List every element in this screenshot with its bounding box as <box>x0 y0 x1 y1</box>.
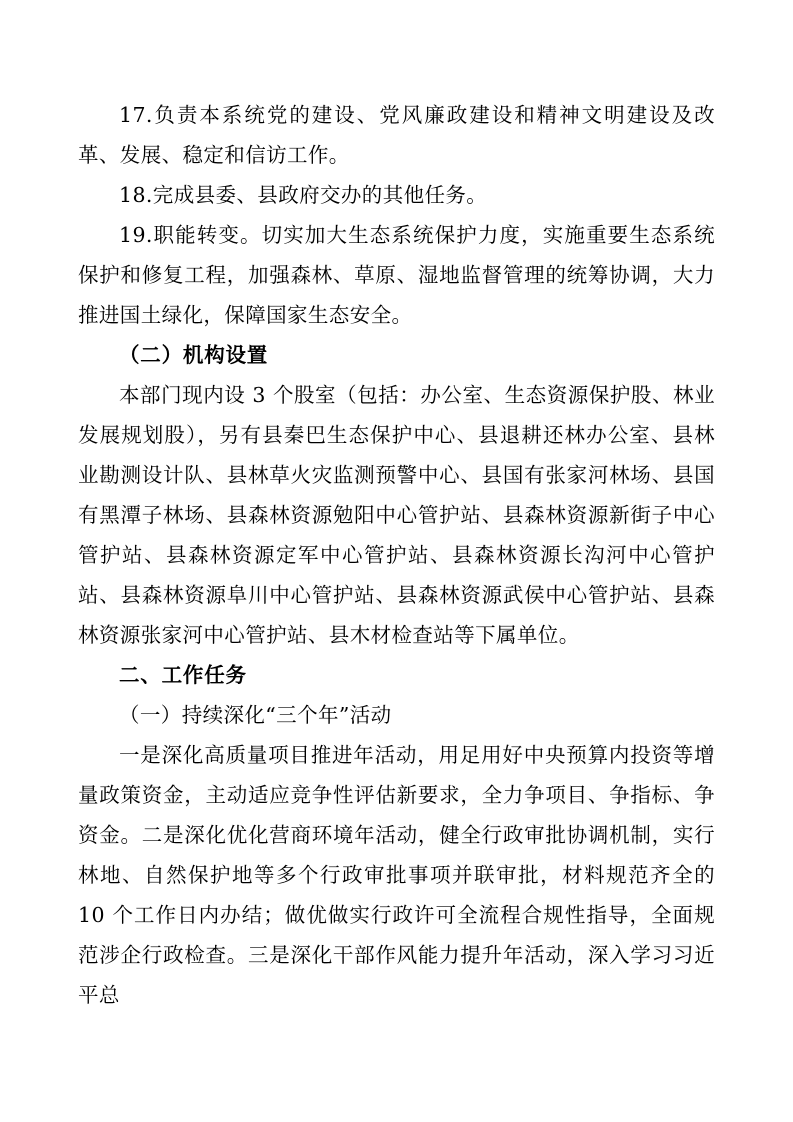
heading-work-tasks: 二、工作任务 <box>119 663 247 687</box>
subheading-three-year-campaign: （一）持续深化“三个年”活动 <box>119 703 392 727</box>
heading-organizational-structure: （二）机构设置 <box>119 343 269 367</box>
paragraph-organizational-structure: 本部门现内设 3 个股室（包括：办公室、生态资源保护股、林业发展规划股），另有县秦巴生态保护中心、县退耕还林办公室、县林业勘测设计队、县林草火灾监测预警中心、县国有张家河林场、县国有黑潭子林场、县森林资源勉阳中心管护站、县森林资源新街子中心管护站、县森林资源定军中心管护站、县森林资源长沟河中心管护站、县森林资源阜川中心管护站、县森林资源武侯中心管护站、县森林资源张家河中心管护站、县木材检查站等下属单位。 <box>78 383 715 647</box>
paragraph-item-17: 17.负责本系统党的建设、党风廉政建设和精神文明建设及改革、发展、稳定和信访工作。 <box>78 103 715 167</box>
paragraph-three-year-campaign: 一是深化高质量项目推进年活动，用足用好中央预算内投资等增量政策资金，主动适应竞争性评估新要求，全力争项目、争指标、争资金。二是深化优化营商环境年活动，健全行政审批协调机制，实行林地、自然保护地等多个行政审批事项并联审批，材料规范齐全的 10 个工作日内办结；做优做实行政许可全流程合规性指导，全面规范涉企行政检查。三是深化干部作风能力提升年活动，深入学习习近平总 <box>78 743 715 1007</box>
paragraph-item-19: 19.职能转变。切实加大生态系统保护力度，实施重要生态系统保护和修复工程，加强森林、草原、湿地监督管理的统筹协调，大力推进国土绿化，保障国家生态安全。 <box>78 223 715 327</box>
document-body <box>78 95 715 1015</box>
paragraph-item-18: 18.完成县委、县政府交办的其他任务。 <box>119 183 488 207</box>
